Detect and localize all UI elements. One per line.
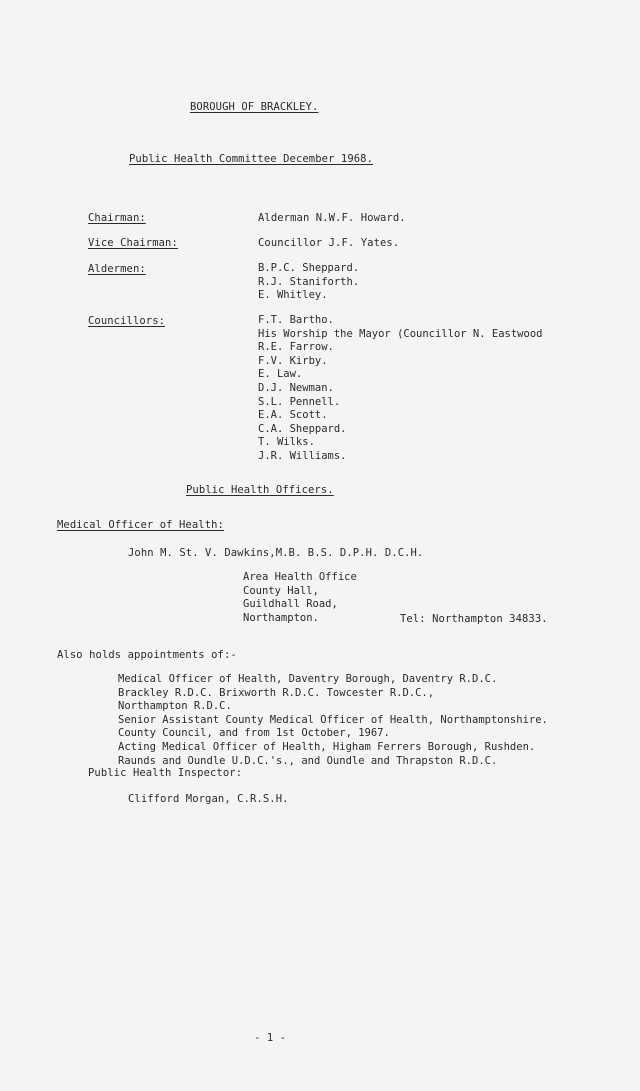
aldermen-label: Aldermen:	[88, 263, 146, 275]
appointments-label: Also holds appointments of:-	[57, 649, 237, 661]
list-item: Acting Medical Officer of Health, Higham Ferrers Borough, Rushden.	[118, 740, 536, 753]
list-item: E. Law.	[258, 368, 303, 381]
list-item: S.L. Pennell.	[258, 395, 341, 408]
appointments-list	[118, 673, 548, 768]
address-line: Area Health Office	[243, 571, 357, 583]
list-item: R.E. Farrow.	[258, 341, 334, 354]
list-item: T. Wilks.	[258, 436, 315, 449]
chairman-name: Alderman N.W.F. Howard.	[258, 212, 406, 224]
committee-subheading: Public Health Committee December 1968.	[129, 153, 374, 165]
list-item: His Worship the Mayor (Councillor N. Eastwood	[258, 327, 543, 340]
list-item: Senior Assistant County Medical Officer of Health, Northamptonshire.	[118, 713, 548, 726]
document-heading: BOROUGH OF BRACKLEY.	[190, 101, 319, 113]
list-item: Medical Officer of Health, Daventry Borough, Daventry R.D.C.	[118, 673, 498, 685]
telephone: Tel: Northampton 34833.	[400, 613, 548, 625]
list-item: F.T. Bartho.	[258, 314, 334, 326]
list-item: E.A. Scott.	[258, 409, 328, 422]
vice-chairman-name: Councillor J.F. Yates.	[258, 237, 400, 249]
chairman-label: Chairman:	[88, 212, 146, 224]
list-item: Northampton R.D.C.	[118, 700, 232, 713]
list-item: B.P.C. Sheppard.	[258, 262, 360, 274]
councillors-label: Councillors:	[88, 315, 166, 327]
list-item: D.J. Newman.	[258, 381, 334, 394]
address-line: Guildhall Road,	[243, 598, 338, 611]
address-line: Northampton.	[243, 611, 319, 624]
officers-title: Public Health Officers.	[186, 484, 334, 496]
list-item: R.J. Staniforth.	[258, 275, 360, 288]
list-item: F.V. Kirby.	[258, 354, 328, 367]
vice-chairman-label: Vice Chairman:	[88, 237, 178, 249]
moh-label: Medical Officer of Health:	[57, 519, 224, 531]
list-item: C.A. Sheppard.	[258, 422, 347, 435]
page-number: - 1 -	[254, 1032, 287, 1044]
address-line: County Hall,	[243, 584, 319, 597]
phi-name: Clifford Morgan, C.R.S.H.	[128, 793, 289, 805]
moh-name: John M. St. V. Dawkins,M.B. B.S. D.P.H. D.C.H.	[128, 547, 424, 559]
list-item: E. Whitley.	[258, 289, 328, 302]
aldermen-list	[258, 262, 359, 303]
councillors-list	[258, 314, 542, 464]
list-item: Raunds and Oundle U.D.C.'s., and Oundle and Thrapston R.D.C.	[118, 754, 498, 767]
list-item: County Council, and from 1st October, 1967.	[118, 727, 390, 740]
list-item: J.R. Williams.	[258, 449, 347, 462]
list-item: Brackley R.D.C. Brixworth R.D.C. Towcester R.D.C.,	[118, 686, 435, 699]
phi-label: Public Health Inspector:	[88, 767, 243, 779]
office-address	[243, 571, 357, 625]
